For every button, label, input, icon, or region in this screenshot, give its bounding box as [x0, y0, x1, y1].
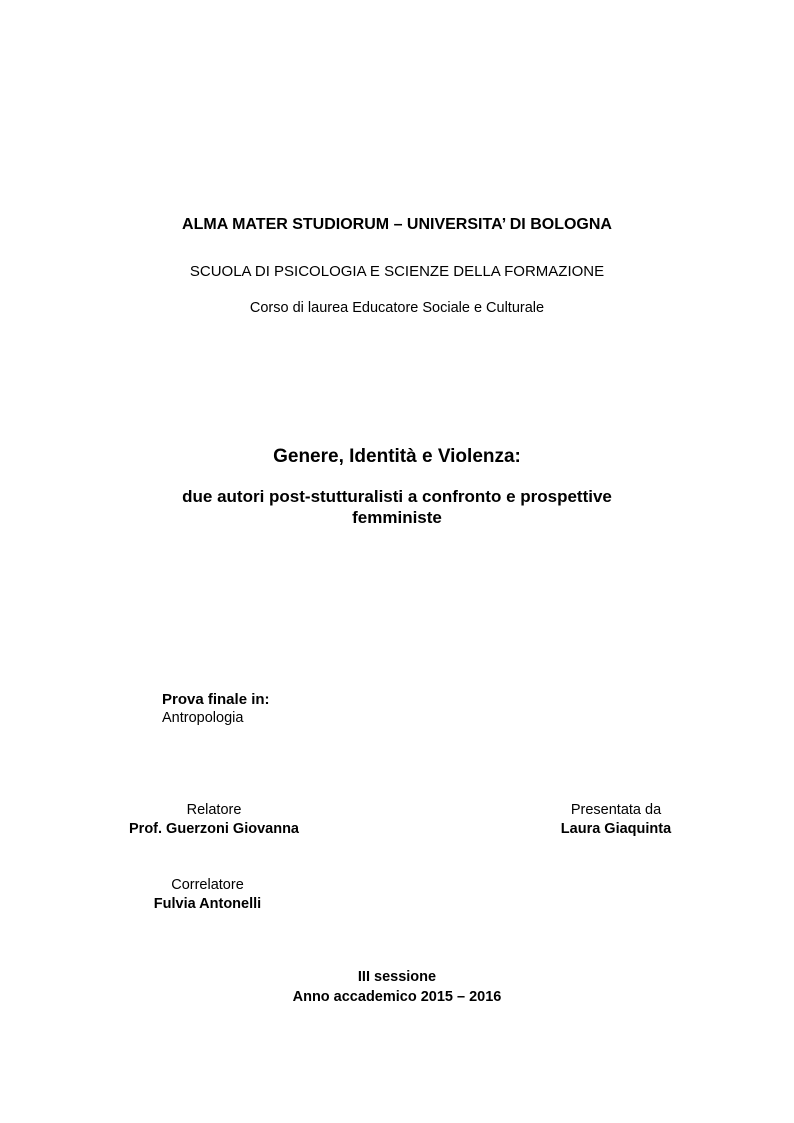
thesis-title: Genere, Identità e Violenza: — [273, 446, 521, 467]
correlatore-role: Correlatore — [171, 877, 244, 893]
correlatore-block — [140, 876, 275, 914]
session-label: III sessione — [357, 969, 437, 985]
thesis-subtitle-text: due autori post-stutturalisti a confronto e prospettive femministe — [182, 487, 612, 527]
course-name: Corso di laurea Educatore Sociale e Culturale — [249, 300, 545, 316]
school-name: SCUOLA DI PSICOLOGIA E SCIENZE DELLA FORMAZIONE — [189, 263, 605, 280]
exam-subject: Antropologia — [162, 710, 244, 726]
academic-year: Anno accademico 2015 – 2016 — [292, 989, 502, 1005]
session-block — [0, 967, 794, 1007]
correlatore-name: Fulvia Antonelli — [153, 896, 262, 912]
relatore-block — [106, 801, 322, 839]
presentata-name: Laura Giaquinta — [560, 821, 672, 837]
thesis-subtitle — [0, 486, 794, 528]
exam-label: Prova finale in: — [162, 691, 270, 708]
presentata-block — [540, 801, 692, 839]
university-name: ALMA MATER STUDIORUM – UNIVERSITA’ DI BOLOGNA — [182, 216, 612, 233]
relatore-role: Relatore — [186, 802, 242, 818]
presentata-role: Presentata da — [570, 802, 662, 818]
relatore-name: Prof. Guerzoni Giovanna — [129, 821, 299, 837]
